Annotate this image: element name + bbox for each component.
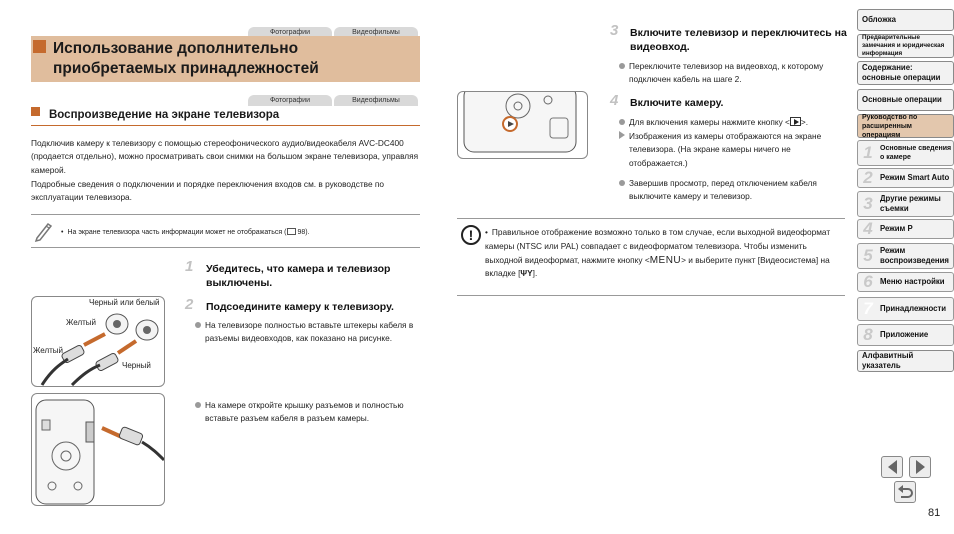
pencil-icon xyxy=(33,221,53,243)
chapter-label: Меню настройки xyxy=(880,277,945,286)
rca-cable-drawing xyxy=(32,297,165,387)
menu-button-label: MENU xyxy=(649,254,682,266)
wrench-tab-icon: ΨΥ xyxy=(520,268,533,279)
chapter-label: Приложение xyxy=(880,330,929,339)
arrow-right-icon xyxy=(916,460,925,474)
step-4-bullet-3: Завершив просмотр, перед отключением кабеля выключите камеру и телевизор. xyxy=(617,177,849,204)
sidebar-advanced-guide[interactable]: Руководство по расширенным операциям xyxy=(857,114,954,138)
subtitle-text: Воспроизведение на экране телевизора xyxy=(49,109,280,121)
note-body: На экране телевизора часть информации может не отображаться ( xyxy=(67,229,287,236)
step-1-title: Убедитесь, что камера и телевизор выключены. xyxy=(206,263,391,289)
chapter-label: Принадлежности xyxy=(880,304,947,313)
chapter-number: 1 xyxy=(863,143,873,162)
tabs-sub xyxy=(248,95,418,106)
camera-connection-illustration xyxy=(31,393,165,506)
tab-videos: Видеофильмы xyxy=(334,95,418,106)
page-title: Использование дополнительно приобретаемых принадлежностей xyxy=(53,40,319,77)
sidebar-chapter-1[interactable] xyxy=(857,140,954,166)
subsection-title xyxy=(31,106,420,126)
arrow-left-icon xyxy=(888,460,897,474)
chapter-number: 2 xyxy=(863,168,873,187)
step-3-number: 3 xyxy=(610,22,619,39)
chapter-label: Режим воспроизведения xyxy=(880,246,949,265)
page-number: 81 xyxy=(928,507,941,519)
note-text: • На экране телевизора часть информации может не отображаться ( 98). xyxy=(61,229,310,236)
chapter-label: Режим P xyxy=(880,224,913,233)
label-yellow-1: Желтый xyxy=(66,318,97,327)
camera-back-drawing xyxy=(458,92,588,159)
sidebar-chapter-2[interactable] xyxy=(857,168,954,188)
sidebar-index[interactable]: Алфавитный указатель xyxy=(857,350,954,372)
return-arrow-icon xyxy=(897,485,913,499)
prev-page-button[interactable] xyxy=(881,456,903,478)
caution-box xyxy=(457,218,845,296)
sidebar-chapter-7[interactable] xyxy=(857,297,954,321)
sidebar-chapter-6[interactable] xyxy=(857,272,954,292)
step-4-number: 4 xyxy=(610,92,619,109)
play-icon xyxy=(790,117,801,126)
tab-videos: Видеофильмы xyxy=(334,27,418,38)
step-4-bullet-1: Для включения камеры нажмите кнопку < >. xyxy=(617,116,849,129)
bullet-dot xyxy=(619,180,625,186)
chapter-label: Основные сведения о камере xyxy=(880,145,952,161)
sidebar-cover[interactable]: Обложка xyxy=(857,9,954,31)
camera-play-button-illustration xyxy=(457,91,588,159)
sidebar-chapter-8[interactable] xyxy=(857,324,954,346)
step-4-bullet-2: Изображения из камеры отображаются на экране телевизора. (На экране камеры ничего не отображается.) xyxy=(617,130,849,170)
arrow-right-icon xyxy=(619,131,625,139)
bullet-dot xyxy=(195,402,201,408)
step-1-number: 1 xyxy=(185,258,194,275)
chapter-label: Другие режимы съемки xyxy=(880,194,941,213)
step-2-title: Подсоедините камеру к телевизору. xyxy=(206,301,394,313)
note-box xyxy=(31,214,420,248)
step-3-title: Включите телевизор и переключитесь на видеовход. xyxy=(630,27,847,53)
intro-paragraph-1: Подключив камеру к телевизору с помощью стереофонического аудио/видеокабеля AVC-DC400 (продается отдельно), можно просматривать свои снимки на большом экране телевизора, управляя камерой. xyxy=(31,138,419,175)
subtitle-square-icon xyxy=(31,107,40,116)
bullet-dot xyxy=(619,63,625,69)
tab-photos: Фотографии xyxy=(248,27,332,38)
sidebar-preliminary-notes[interactable]: Предварительные замечания и юридическая информация xyxy=(857,34,954,58)
chapter-number: 5 xyxy=(863,246,873,265)
chapter-number: 8 xyxy=(863,325,873,344)
sidebar-basic-operations[interactable]: Основные операции xyxy=(857,89,954,111)
caution-text: • Правильное отображение возможно только в том случае, если выходной видеоформат камеры (NTSC или PAL) совпадает с видеоформатом телевизора. Чтобы изменить выходной видеоформат, нажмите кнопку <MENU> и выберите пункт [Видеосистема] на вкладке [ΨΥ]. xyxy=(485,227,831,279)
tab-photos: Фотографии xyxy=(248,95,332,106)
chapter-number: 3 xyxy=(863,194,873,213)
chapter-number: 7 xyxy=(863,299,873,318)
label-black-or-white: Черный или белый xyxy=(89,298,160,307)
bullet-dot xyxy=(195,322,201,328)
section-title-bar xyxy=(31,36,420,82)
step-2-number: 2 xyxy=(185,296,194,313)
bullet-dot xyxy=(619,119,625,125)
intro-paragraph-2: Подробные сведения о подключении и порядке переключения входов см. в руководстве по эксплуатации телевизора. xyxy=(31,179,384,203)
sidebar-chapter-3[interactable] xyxy=(857,191,954,217)
sidebar-chapter-5[interactable] xyxy=(857,243,954,269)
return-button[interactable] xyxy=(894,481,916,503)
title-square-icon xyxy=(33,40,46,53)
sidebar-contents[interactable]: Содержание: основные операции xyxy=(857,61,954,85)
chapter-number: 6 xyxy=(863,272,873,291)
label-black: Черный xyxy=(122,361,151,370)
camera-cable-drawing xyxy=(32,394,165,506)
next-page-button[interactable] xyxy=(909,456,931,478)
label-yellow-2: Желтый xyxy=(33,346,64,355)
sidebar-chapter-4[interactable] xyxy=(857,219,954,239)
step-2-bullet-1: На телевизоре полностью вставьте штекеры кабеля в разъемы видеовходов, как показано на рисунке. xyxy=(193,319,415,346)
step-4-title: Включите камеру. xyxy=(630,97,724,109)
step-3-bullet: Переключите телевизор на видеовход, к которому подключен кабель на шаге 2. xyxy=(617,60,849,87)
tv-connection-illustration xyxy=(31,296,165,387)
book-icon xyxy=(287,228,296,235)
note-ref: 98). xyxy=(297,229,310,236)
chapter-label: Режим Smart Auto xyxy=(880,173,950,182)
step-2-bullet-2: На камере откройте крышку разъемов и полностью вставьте разъем кабеля в разъем камеры. xyxy=(193,399,423,426)
caution-icon: ! xyxy=(461,225,481,245)
chapter-number: 4 xyxy=(863,219,873,238)
